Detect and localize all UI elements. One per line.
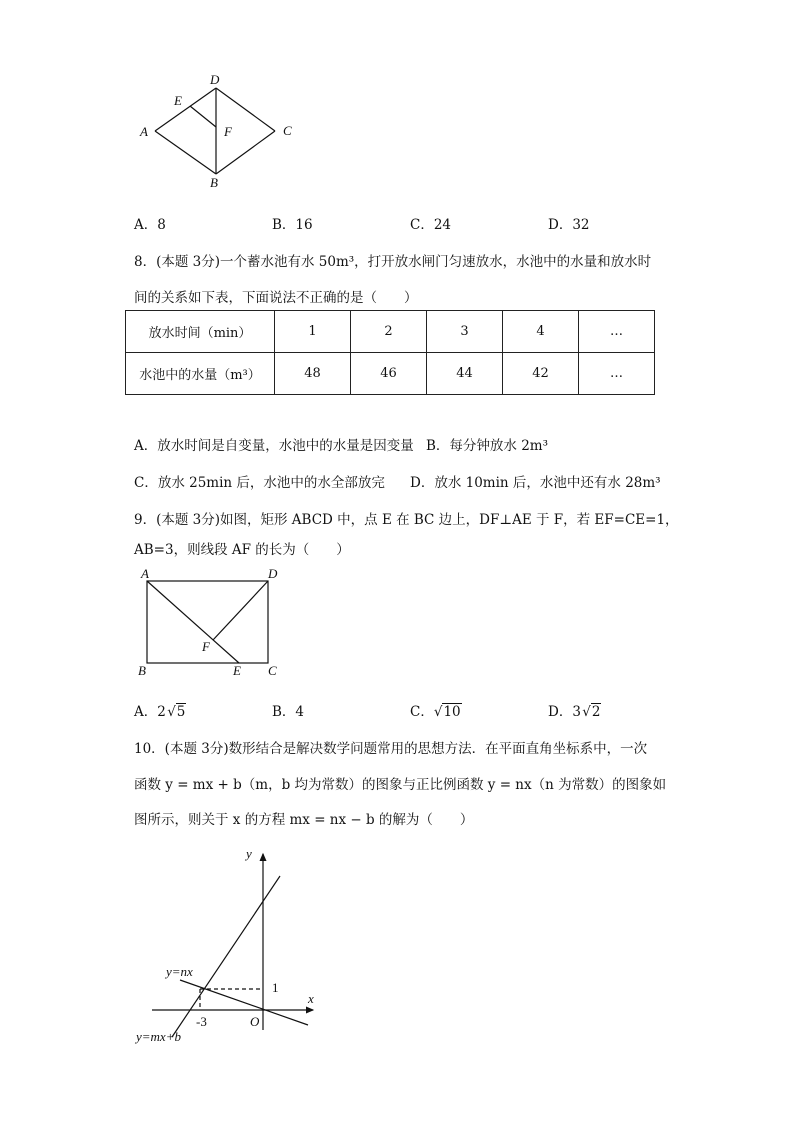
table-cell: 4: [503, 311, 579, 353]
q9-option-d: D．3 √2: [548, 704, 601, 720]
sqrt-radicand: 2: [591, 704, 601, 720]
table-row: [126, 353, 655, 395]
table-cell: 44: [427, 353, 503, 395]
q8-stem-line2: 间的关系如下表，下面说法不正确的是（ ）: [134, 290, 418, 306]
q9-stem-line1: 9．(本题 3分)如图，矩形 ABCD 中，点 E 在 BC 边上，DF⊥AE 于 F，若 EF=CE=1，: [134, 512, 679, 528]
label-A: A: [141, 566, 149, 581]
table-row: [126, 311, 655, 353]
table-cell: 2: [351, 311, 427, 353]
table-cell: …: [579, 311, 655, 353]
q7-option-a: A．8: [134, 217, 166, 233]
label-D: D: [268, 566, 278, 581]
q9-option-c: C．√10: [410, 704, 461, 720]
tick-label-neg3: -3: [196, 1014, 207, 1029]
line-label-nx: y=nx: [166, 964, 193, 979]
table-cell: 48: [275, 353, 351, 395]
q7-option-b: B．16: [272, 217, 313, 233]
rectangle-figure: [132, 563, 292, 681]
label-A: A: [140, 124, 148, 139]
q7-option-c: C．24: [410, 217, 452, 233]
q8-option-b: B．每分钟放水 2m³: [426, 438, 549, 454]
label-C: C: [268, 663, 277, 678]
table-header-cell: 放水时间（min）: [126, 311, 275, 353]
q10-stem-line1: 10．(本题 3分)数形结合是解决数学问题常用的思想方法．在平面直角坐标系中，一次: [134, 741, 648, 757]
sqrt-radicand: 5: [176, 704, 186, 720]
sqrt-radicand: 10: [443, 704, 461, 720]
label-D: D: [210, 72, 220, 87]
q8-option-c: C．放水 25min 后，水池中的水全部放完: [134, 475, 385, 491]
q8-stem-line1: 8．(本题 3分)一个蓄水池有水 50m³，打开放水闸门匀速放水，水池中的水量和放水时: [134, 254, 652, 270]
coordinate-figure: [130, 840, 340, 1050]
label-E: E: [233, 663, 241, 678]
table-header-cell: 水池中的水量（m³）: [126, 353, 275, 395]
label-E: E: [174, 93, 182, 108]
table-cell: 42: [503, 353, 579, 395]
origin-label: O: [250, 1014, 260, 1029]
table-cell: 3: [427, 311, 503, 353]
table-cell: 1: [275, 311, 351, 353]
q10-stem-line2: 函数 y = mx + b（m，b 均为常数）的图象与正比例函数 y = nx（n 为常数）的图象如: [134, 777, 667, 793]
label-C: C: [283, 123, 292, 138]
q9-option-b: B．4: [272, 704, 305, 720]
label-F: F: [202, 639, 210, 654]
x-axis-label: x: [308, 991, 314, 1006]
tick-label-1: 1: [272, 980, 279, 995]
q8-table: [125, 310, 655, 395]
q9-stem-line2: AB=3，则线段 AF 的长为（ ）: [134, 542, 350, 558]
q8-option-d: D．放水 10min 后，水池中还有水 28m³: [410, 475, 661, 491]
q7-option-d: D．32: [548, 217, 590, 233]
q8-option-a: A．放水时间是自变量，水池中的水量是因变量: [134, 438, 414, 454]
label-B: B: [138, 663, 146, 678]
q10-stem-line3: 图所示，则关于 x 的方程 mx = nx − b 的解为（ ）: [134, 812, 474, 828]
rhombus-figure: [130, 70, 310, 195]
table-cell: 46: [351, 353, 427, 395]
q9-option-a: A．2 √5: [134, 704, 186, 720]
y-axis-label: y: [246, 846, 252, 861]
label-F: F: [224, 124, 232, 139]
table-cell: …: [579, 353, 655, 395]
label-B: B: [210, 175, 218, 190]
line-label-mx: y=mx+b: [136, 1029, 181, 1044]
